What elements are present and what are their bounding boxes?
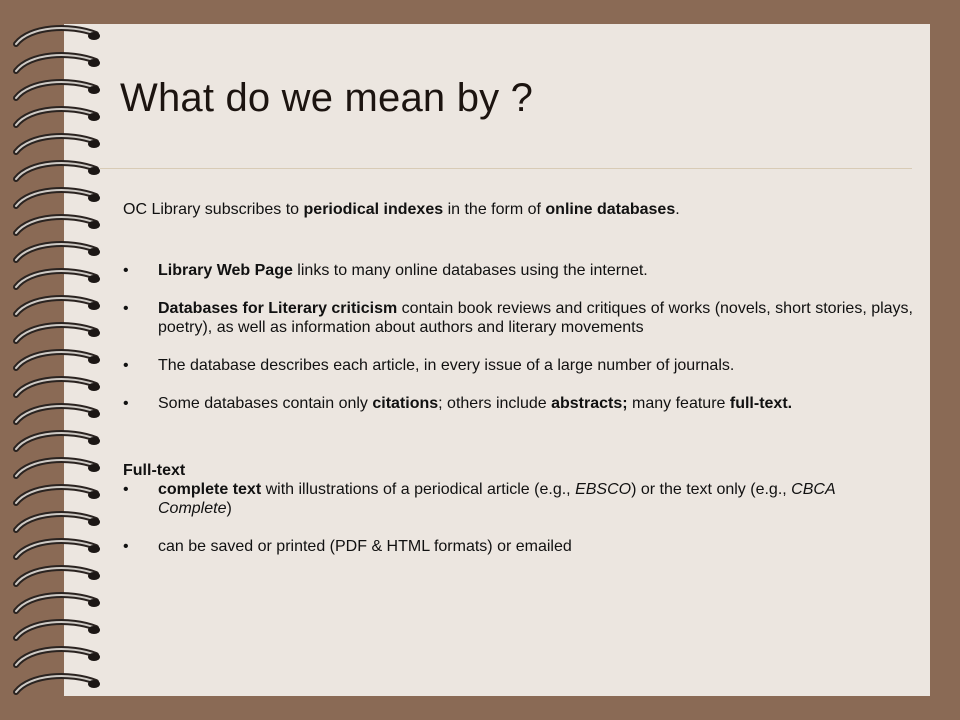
title-divider	[100, 168, 912, 169]
fulltext-heading: Full-text	[123, 462, 186, 479]
bullet-database-describes: • The database describes each article, in every issue of a large number of journals.	[123, 356, 913, 375]
fulltext-bullet-list	[123, 480, 913, 556]
database-bullet-list	[123, 261, 913, 413]
slide-body	[123, 200, 913, 575]
bullet-citations-abstracts: • Some databases contain only citations; others include abstracts; many feature full-text.	[123, 394, 913, 413]
intro-paragraph: OC Library subscribes to periodical indexes in the form of online databases.	[123, 201, 680, 218]
bullet-complete-text: • complete text with illustrations of a periodical article (e.g., EBSCO) or the text only (e.g., CBCA Complete)	[123, 480, 913, 518]
bullet-literary-criticism: • Databases for Literary criticism contain book reviews and critiques of works (novels, short stories, plays, poetry), as well as information about authors and literary movements	[123, 299, 913, 337]
bullet-saved-printed: • can be saved or printed (PDF & HTML formats) or emailed	[123, 537, 913, 556]
bullet-library-web-page: • Library Web Page links to many online databases using the internet.	[123, 261, 913, 280]
slide-title: What do we mean by ?	[120, 76, 534, 120]
spiral-binding-icon	[0, 0, 110, 720]
